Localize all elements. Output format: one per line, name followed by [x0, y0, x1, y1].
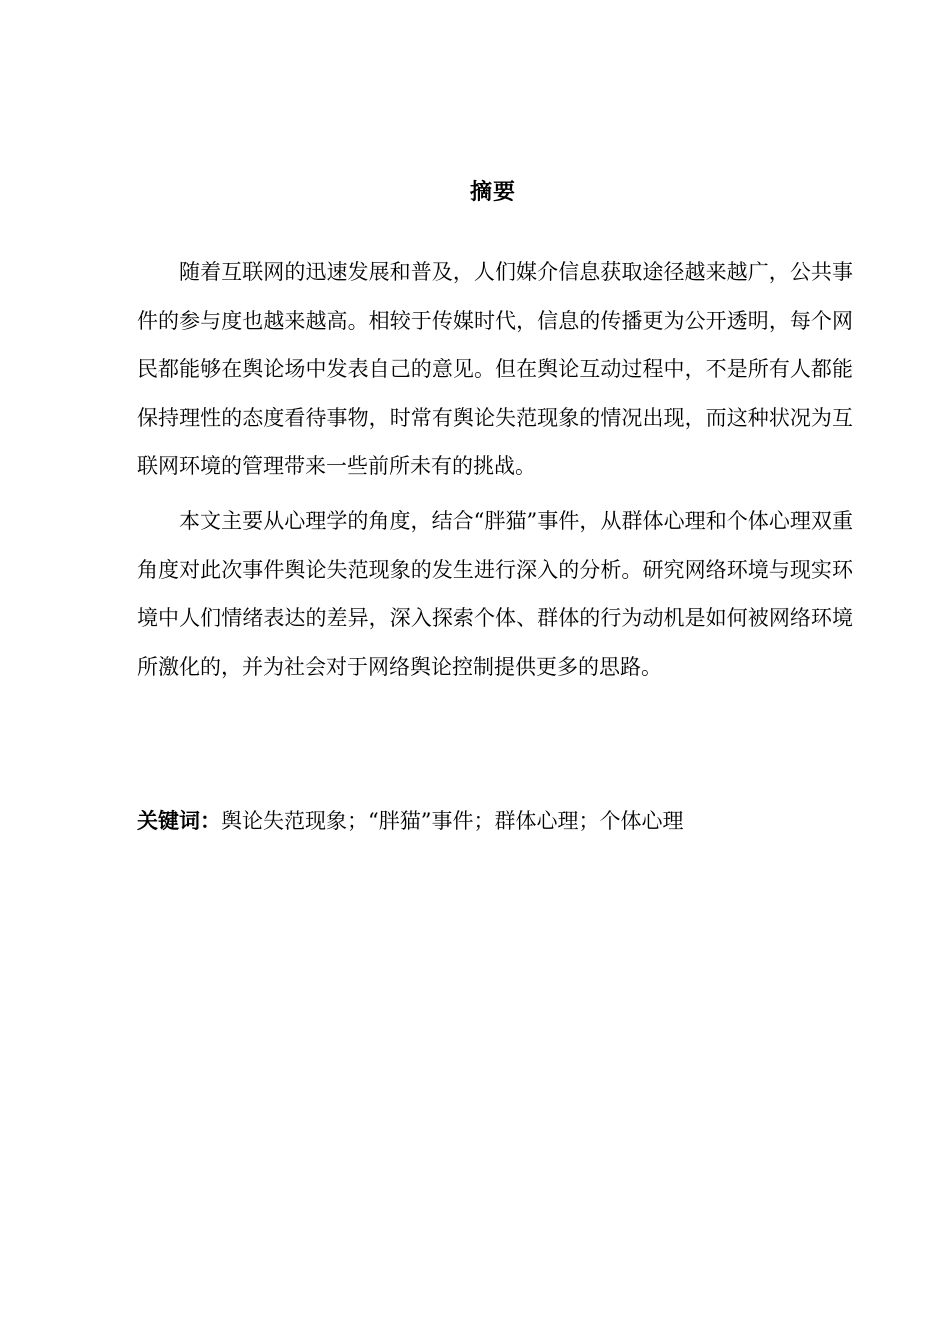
abstract-title: 摘要 [469, 180, 516, 205]
keywords-text: 舆论失范现象；“胖猫”事件；群体心理；个体心理 [221, 809, 684, 833]
abstract-paragraph-1: 随着互联网的迅速发展和普及，人们媒介信息获取途径越来越广，公共事件的参与度也越来越高。相较于传媒时代，信息的传播更为公开透明，每个网民都能够在舆论场中发表自己的意见。但在舆论互动过程中，不是所有人都能保持理性的态度看待事物，时常有舆论失范现象的情况出现，而这种状况为互联网环境的管理带来一些前所未有的挑战。 [137, 260, 853, 478]
abstract-paragraph-2: 本文主要从心理学的角度，结合“胖猫”事件，从群体心理和个体心理双重角度对此次事件舆论失范现象的发生进行深入的分析。研究网络环境与现实环境中人们情绪表达的差异，深入探索个体、群体的行为动机是如何被网络环境所激化的，并为社会对于网络舆论控制提供更多的思路。 [137, 509, 853, 679]
keywords-line [137, 803, 853, 839]
keywords-label: 关键词： [137, 809, 221, 833]
